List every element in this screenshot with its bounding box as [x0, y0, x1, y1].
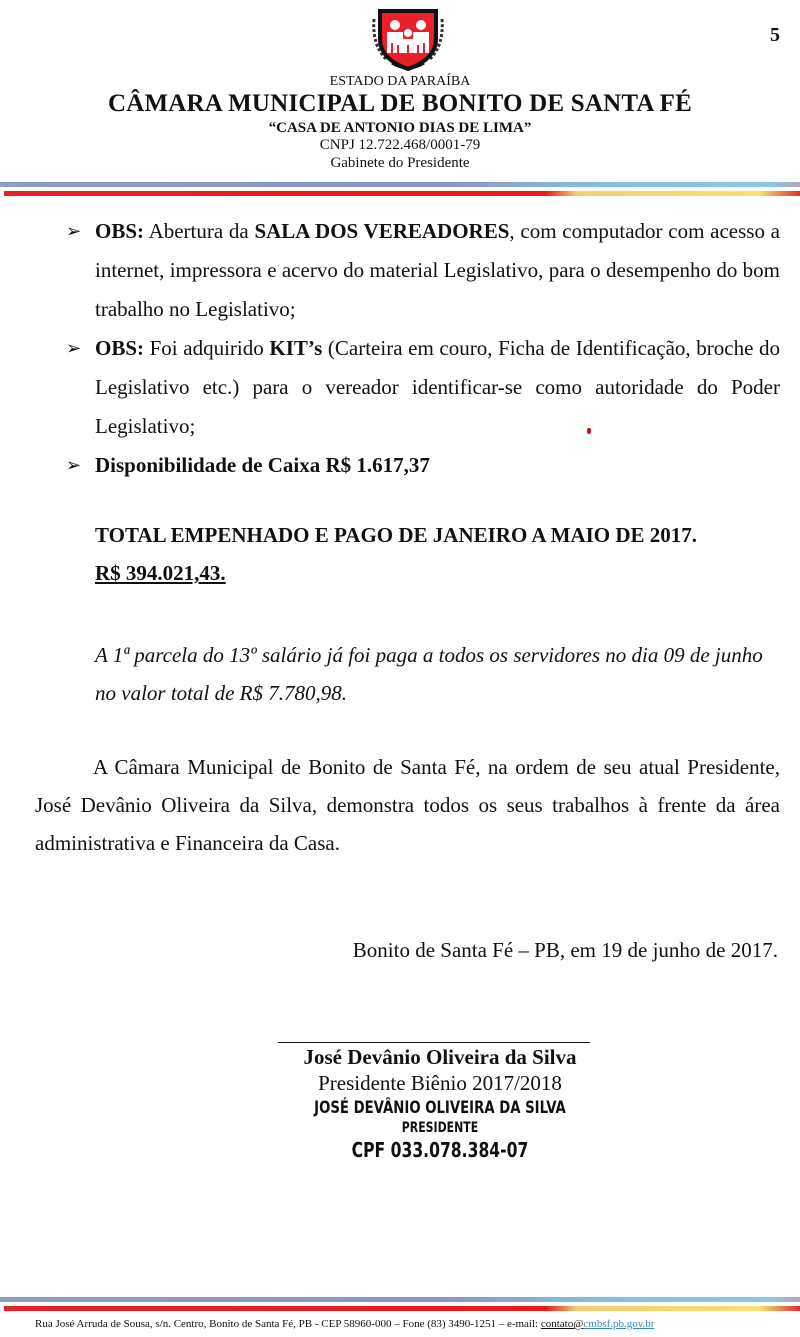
email-link-user[interactable]: contato@: [540, 1318, 584, 1330]
ink-speck: [587, 428, 591, 434]
signatory-name: José Devânio Oliveira da Silva: [303, 1045, 577, 1069]
arrow-bullet-icon: ➢: [66, 221, 82, 242]
date-line: Bonito de Santa Fé – PB, em 19 de junho de 2017.: [352, 938, 778, 962]
cnpj-label: CNPJ 12.722.468/0001-79: [319, 137, 481, 153]
page-number: 5: [770, 24, 780, 46]
arrow-bullet-icon: ➢: [66, 455, 82, 476]
total-section: [95, 516, 780, 592]
total-label: TOTAL EMPENHADO E PAGO DE JANEIRO A MAIO DE 2017.: [95, 523, 698, 547]
chamber-title: CÂMARA MUNICIPAL DE BONITO DE SANTA FÉ: [107, 90, 693, 117]
list-item: ➢ OBS: Abertura da SALA DOS VEREADORES, com computador com acesso a internet, impressora e acervo do material Legislativo, para o desempenho do bom trabalho no Legislativo;: [60, 212, 780, 329]
header-divider-red: [4, 191, 800, 196]
stamp-role: PRESIDENTE: [401, 1120, 479, 1136]
header-divider-blue: [0, 182, 800, 187]
state-label: ESTADO DA PARAÍBA: [329, 74, 471, 89]
list-item: ➢ Disponibilidade de Caixa R$ 1.617,37: [60, 446, 780, 485]
observations-list: [60, 212, 780, 485]
signature-line: [278, 1042, 590, 1043]
chamber-motto: “CASA DE ANTONIO DIAS DE LIMA”: [268, 120, 532, 136]
list-item: ➢ OBS: Foi adquirido KIT’s (Carteira em couro, Ficha de Identificação, broche do Legislativo etc.) para o vereador identificar-se como autoridade do Poder Legislativo;: [60, 329, 780, 446]
stamp-name: JOSÉ DEVÂNIO OLIVEIRA DA SILVA: [314, 1098, 566, 1118]
closing-paragraph: A Câmara Municipal de Bonito de Santa Fé, na ordem de seu atual Presidente, José Devânio Oliveira da Silva, demonstra todos os seus trabalhos à frente da área administrativa e Financeira da Casa.: [35, 755, 780, 855]
footer-divider-red: [4, 1306, 800, 1311]
total-amount: R$ 394.021,43.: [95, 561, 226, 585]
email-link-domain[interactable]: cmbsf.pb.gov.br: [583, 1318, 655, 1330]
chamber-crest-icon: [368, 5, 448, 73]
footer-divider-blue: [0, 1297, 800, 1302]
office-label: Gabinete do Presidente: [330, 155, 470, 171]
footer-address: Rua José Arruda de Sousa, s/n. Centro, Bonito de Santa Fé, PB - CEP 58960-000 – Fone (83) 3490-1251 – e-mail: contato@cmbsf.pb.gov.br: [35, 1318, 655, 1330]
arrow-bullet-icon: ➢: [66, 338, 82, 359]
stamp-cpf: CPF 033.078.384-07: [351, 1138, 529, 1162]
salary-note: A 1ª parcela do 13º salário já foi paga a todos os servidores no dia 09 de junho no valor total de R$ 7.780,98.: [95, 643, 763, 705]
signatory-role: Presidente Biênio 2017/2018: [318, 1071, 562, 1095]
